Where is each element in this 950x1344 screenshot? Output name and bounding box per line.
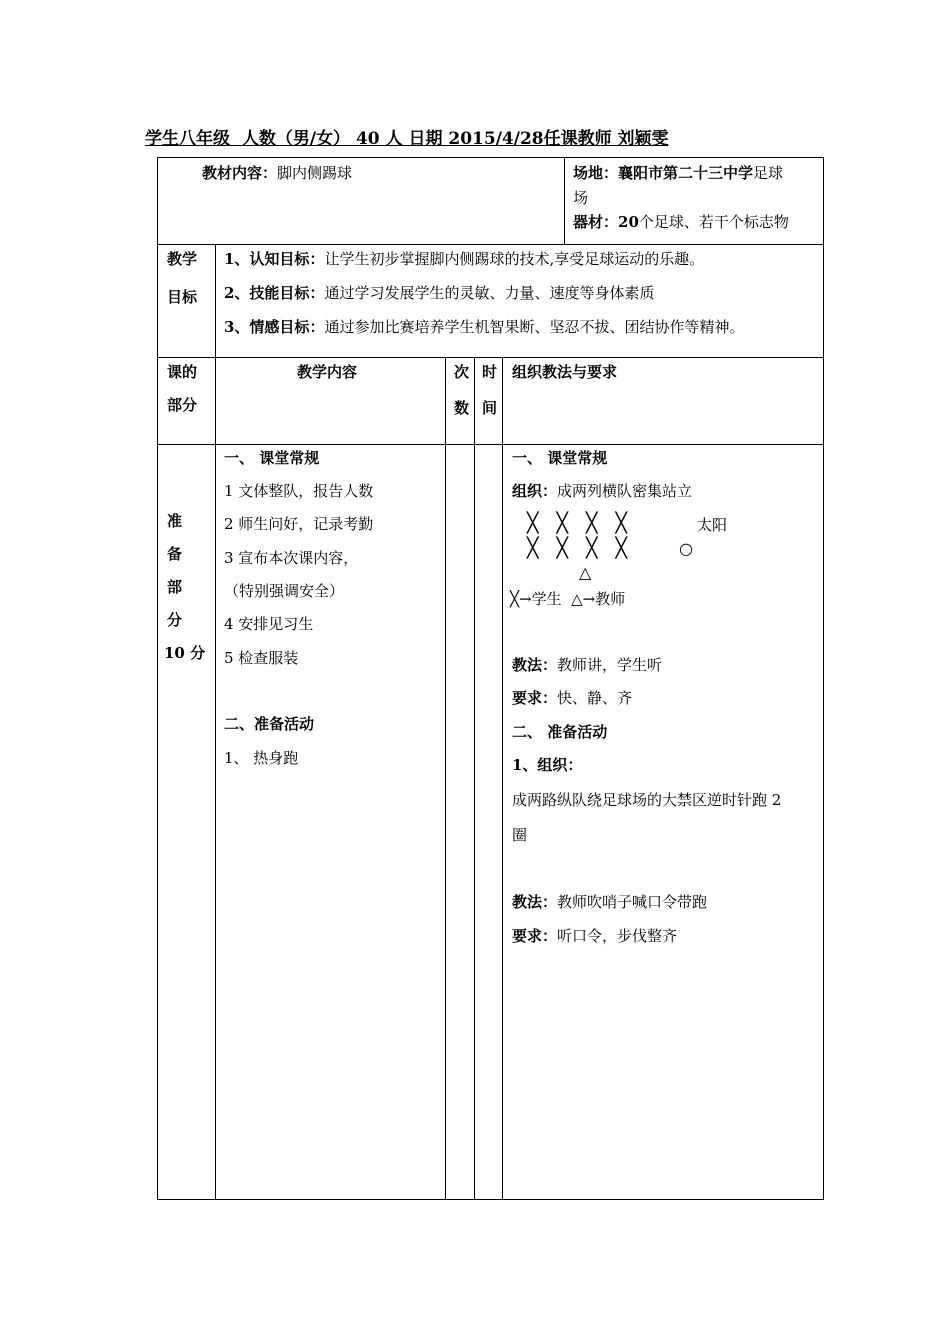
col-divider [474, 357, 475, 1200]
col-header-duration-1: 时 [482, 363, 498, 381]
prep-part-char: 分 [167, 611, 183, 629]
goals-label-2: 目标 [167, 288, 198, 306]
material-label: 教材内容： [202, 164, 278, 182]
header-grade: 学生八年级 [145, 129, 230, 149]
col-divider [215, 244, 216, 357]
table-border-bottom [157, 1199, 824, 1200]
row-divider [157, 357, 824, 358]
col-divider [215, 357, 216, 1200]
content-item: （特别强调安全） [224, 582, 345, 600]
prep-part-char: 备 [167, 545, 183, 563]
prep-part-char: 准 [167, 512, 183, 530]
venue-rest: 足球 [753, 164, 784, 182]
content-section2-item: 1、 热身跑 [224, 749, 299, 767]
header-teacher: 任课教师 刘颖雯 [543, 129, 669, 149]
row-divider [157, 244, 824, 245]
method-section1-title: 一、 课堂常规 [512, 449, 608, 467]
method-org-text: 成两列横队密集站立 [557, 482, 693, 500]
goal-label: 1、认知目标： [224, 250, 325, 268]
goal-label: 2、技能目标： [224, 284, 325, 302]
col-header-part-1: 课的 [167, 363, 198, 381]
method-teach2-text: 教师吹哨子喊口令带跑 [557, 893, 708, 911]
content-section1-title: 一、 课堂常规 [224, 449, 320, 467]
sun-label: 太阳 [697, 516, 728, 534]
content-item: 5 检查服装 [224, 649, 299, 667]
prep-part-char: 部 [167, 578, 183, 596]
col-header-part-2: 部分 [167, 396, 198, 414]
method-org2-line1: 成两路纵队绕足球场的大禁区逆时针跑 2 [512, 791, 782, 809]
equipment-line [573, 211, 789, 233]
material-cell [202, 162, 352, 184]
col-header-method: 组织教法与要求 [512, 363, 618, 381]
col-divider [445, 357, 446, 1200]
venue-line [573, 162, 783, 184]
content-item: 1 文体整队，报告人数 [224, 482, 374, 500]
content-item: 4 安排见习生 [224, 615, 314, 633]
col-divider [502, 357, 503, 1200]
venue-label: 场地： [573, 164, 619, 182]
material-value: 脚内侧踢球 [277, 164, 353, 182]
row-divider [157, 444, 824, 445]
content-item: 3 宣布本次课内容， [224, 549, 359, 567]
table-border-left [157, 157, 158, 1200]
header-count: 人数（男/女） 40 人 [241, 129, 403, 149]
method-org-line [512, 480, 692, 502]
col-header-content: 教学内容 [297, 363, 358, 381]
formation-row-2: ╳ ╳ ╳ ╳ [527, 537, 629, 559]
method-teach-label: 教法： [512, 656, 558, 674]
method-teach2-line [512, 891, 707, 913]
method-teach-line [512, 654, 662, 676]
col-divider [564, 157, 565, 244]
table-border-right [823, 157, 824, 1200]
col-header-times-1: 次 [454, 363, 470, 381]
sun-symbol: ○ [679, 539, 693, 558]
method-req2-text: 听口令，步伐整齐 [557, 927, 678, 945]
method-teach-text: 教师讲，学生听 [557, 656, 663, 674]
goals-label-1: 教学 [167, 250, 198, 268]
prep-part-minutes: 10 分 [164, 644, 206, 662]
col-header-times-2: 数 [454, 399, 470, 417]
equipment-label: 器材： [573, 213, 619, 231]
equipment-count: 20 [618, 213, 639, 231]
method-req-line [512, 687, 632, 709]
method-req2-line [512, 925, 677, 947]
method-org-label: 组织： [512, 482, 558, 500]
goal-item [224, 248, 704, 270]
content-section2-title: 二、准备活动 [224, 715, 315, 733]
venue-wrap: 场 [573, 189, 589, 207]
goal-text: 让学生初步掌握脚内侧踢球的技术,享受足球运动的乐趣。 [324, 250, 705, 268]
formation-row-1: ╳ ╳ ╳ ╳ [527, 512, 629, 534]
header-date: 日期 2015/4/28 [408, 129, 544, 149]
venue-name: 襄阳市第二十三中学 [618, 164, 754, 182]
goal-text: 通过学习发展学生的灵敏、力量、速度等身体素质 [324, 284, 655, 302]
method-teach2-label: 教法： [512, 893, 558, 911]
table-border-top [157, 157, 824, 158]
goal-item [224, 316, 744, 338]
method-req-text: 快、静、齐 [557, 689, 633, 707]
formation-legend: ╳→学生 △→教师 [510, 590, 626, 608]
goal-item [224, 282, 654, 304]
teacher-symbol: △ [579, 563, 592, 582]
goal-text: 通过参加比赛培养学生机智果断、坚忍不拔、团结协作等精神。 [324, 318, 745, 336]
method-req-label: 要求： [512, 689, 558, 707]
col-header-duration-2: 间 [482, 399, 498, 417]
method-org2-label: 1、组织： [512, 756, 583, 774]
method-org2-line2: 圈 [512, 826, 528, 844]
equipment-rest: 个足球、若干个标志物 [638, 213, 789, 231]
method-section2-title: 二、 准备活动 [512, 723, 608, 741]
goal-label: 3、情感目标： [224, 318, 325, 336]
content-item: 2 师生问好，记录考勤 [224, 515, 374, 533]
method-req2-label: 要求： [512, 927, 558, 945]
lesson-header [145, 124, 669, 149]
